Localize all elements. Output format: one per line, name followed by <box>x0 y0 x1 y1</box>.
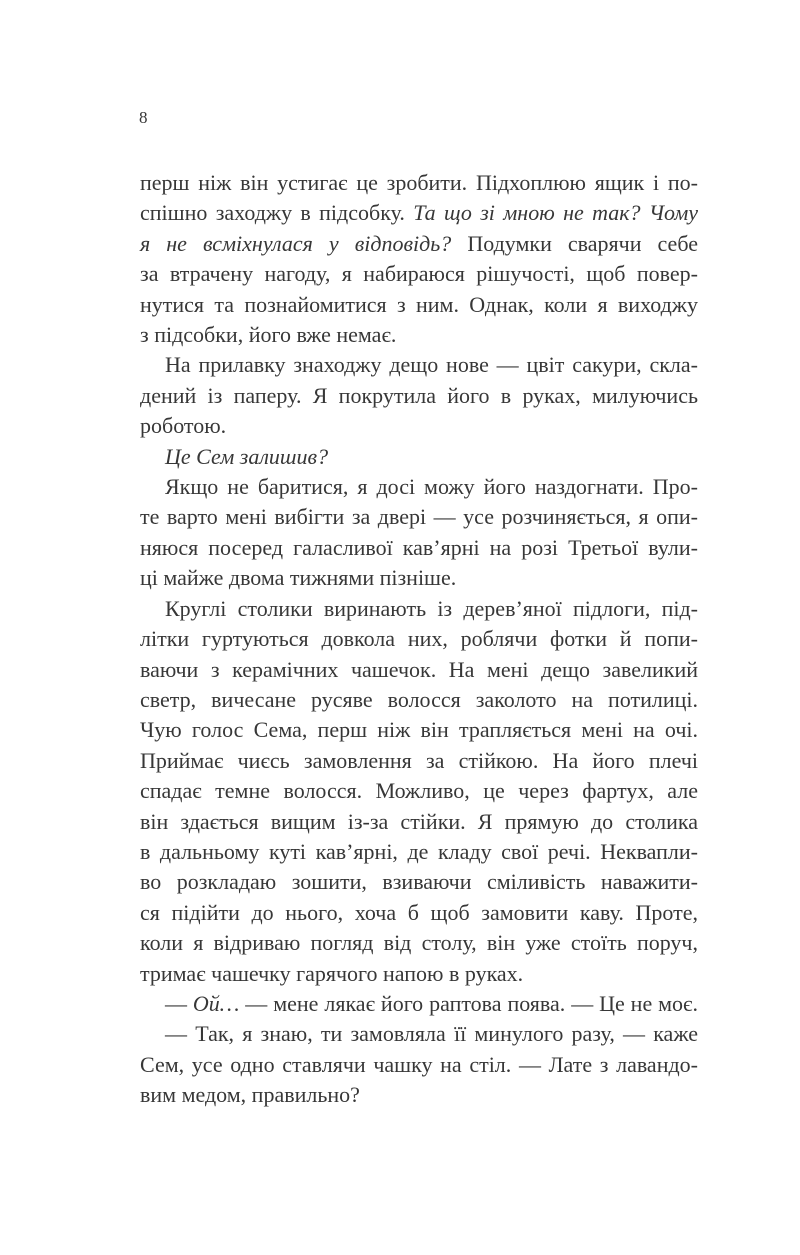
text-run: ваючи з керамічних чашечок. На мені дещо завеликий <box>140 656 698 682</box>
text-line <box>140 1080 698 1110</box>
text-run: На прилавку знаходжу дещо нове — цвіт сакури, скла- <box>165 352 698 378</box>
paragraph <box>140 442 698 472</box>
text-run: те варто мені вибігти за двері — усе розчиняється, я опи- <box>140 504 698 530</box>
text-line <box>140 381 698 411</box>
text-line <box>140 867 698 897</box>
text-run: літки гуртуються довкола них, роблячи фотки й попи- <box>140 626 698 652</box>
text-line <box>140 898 698 928</box>
italic-text-run: Ой… <box>192 990 240 1016</box>
text-run: светр, вичесане русяве волосся заколото на потилиці. <box>140 686 698 712</box>
text-line <box>140 290 698 320</box>
text-run: Круглі столики виринають із дерев’яної підлоги, під- <box>165 595 698 621</box>
text-run: перш ніж він устигає це зробити. Підхоплюю ящик і по- <box>140 170 698 195</box>
text-run: во розкладаю зошити, взиваючи сміливість наважити- <box>140 869 698 895</box>
text-run: — Так, я знаю, ти замовляла її минулого разу, — каже <box>165 1021 698 1047</box>
text-run: Приймає чиєсь замовлення за стійкою. На його плечі <box>140 747 698 773</box>
paragraph <box>140 1019 698 1110</box>
italic-text-run: я не всміхнулася у відповідь? <box>140 230 468 256</box>
text-run: вим медом, правильно? <box>140 1082 360 1108</box>
page-number: 8 <box>139 108 148 127</box>
text-run: спішно заходжу в підсобку. <box>140 200 414 226</box>
text-run: він здається вищим із-за стійки. Я прямую до столика <box>140 808 698 834</box>
paragraph <box>140 168 698 350</box>
text-line <box>140 350 698 380</box>
text-run: тримає чашечку гарячого напою в руках. <box>140 960 524 986</box>
text-line <box>140 776 698 806</box>
text-line <box>140 563 698 593</box>
text-line <box>140 472 698 502</box>
text-line <box>140 655 698 685</box>
text-line <box>140 928 698 958</box>
text-run: дений із паперу. Я покрутила його в руках, милуючись <box>140 382 698 408</box>
text-run: з підсобки, його вже немає. <box>140 322 397 348</box>
text-run: няюся посеред галасливої кав’ярні на розі Третьої вули- <box>140 534 698 560</box>
text-line <box>140 685 698 715</box>
italic-text-run: Та що зі мною не так? Чому <box>413 200 698 226</box>
text-line <box>140 989 698 1019</box>
paragraph <box>140 989 698 1019</box>
text-run: в дальньому куті кав’ярні, де кладу свої речі. Неквапли- <box>140 838 698 864</box>
text-line <box>140 411 698 441</box>
text-line <box>140 715 698 745</box>
text-run: Чую голос Сема, перш ніж він трапляється мені на очі. <box>140 717 698 743</box>
text-run: ці майже двома тижнями пізніше. <box>140 565 457 591</box>
text-line <box>140 442 698 472</box>
text-line <box>140 959 698 989</box>
text-line <box>140 259 698 289</box>
text-line <box>140 807 698 837</box>
text-line <box>140 502 698 532</box>
text-line <box>140 320 698 350</box>
text-line <box>140 1050 698 1080</box>
text-block <box>140 168 698 1111</box>
text-run: роботою. <box>140 413 227 439</box>
text-line <box>140 746 698 776</box>
text-run: коли я відриваю погляд від столу, він уже стоїть поруч, <box>140 930 698 956</box>
text-line <box>140 1019 698 1049</box>
text-line <box>140 198 698 228</box>
text-line <box>140 837 698 867</box>
text-line <box>140 168 698 198</box>
text-run: Якщо не баритися, я досі можу його наздогнати. Про- <box>165 474 698 500</box>
text-run: — <box>165 990 193 1016</box>
text-run: за втрачену нагоду, я набираюся рішучості, щоб повер- <box>140 261 698 287</box>
paragraph <box>140 594 698 989</box>
text-run: спадає темне волосся. Можливо, це через фартух, але <box>140 778 698 804</box>
paragraph <box>140 472 698 594</box>
text-run: Сем, усе одно ставлячи чашку на стіл. — Лате з лавандо- <box>140 1051 698 1077</box>
italic-text-run: Це Сем залишив? <box>165 443 329 469</box>
text-run: нутися та познайомитися з ним. Однак, коли я виходжу <box>140 291 698 317</box>
paragraph <box>140 350 698 441</box>
text-run: — мене лякає його раптова поява. — Це не моє. <box>239 990 698 1016</box>
text-run: Подумки сварячи себе <box>467 230 698 256</box>
text-run: ся підійти до нього, хоча б щоб замовити каву. Проте, <box>140 899 698 925</box>
text-line <box>140 624 698 654</box>
text-line <box>140 533 698 563</box>
text-line <box>140 229 698 259</box>
text-line <box>140 594 698 624</box>
